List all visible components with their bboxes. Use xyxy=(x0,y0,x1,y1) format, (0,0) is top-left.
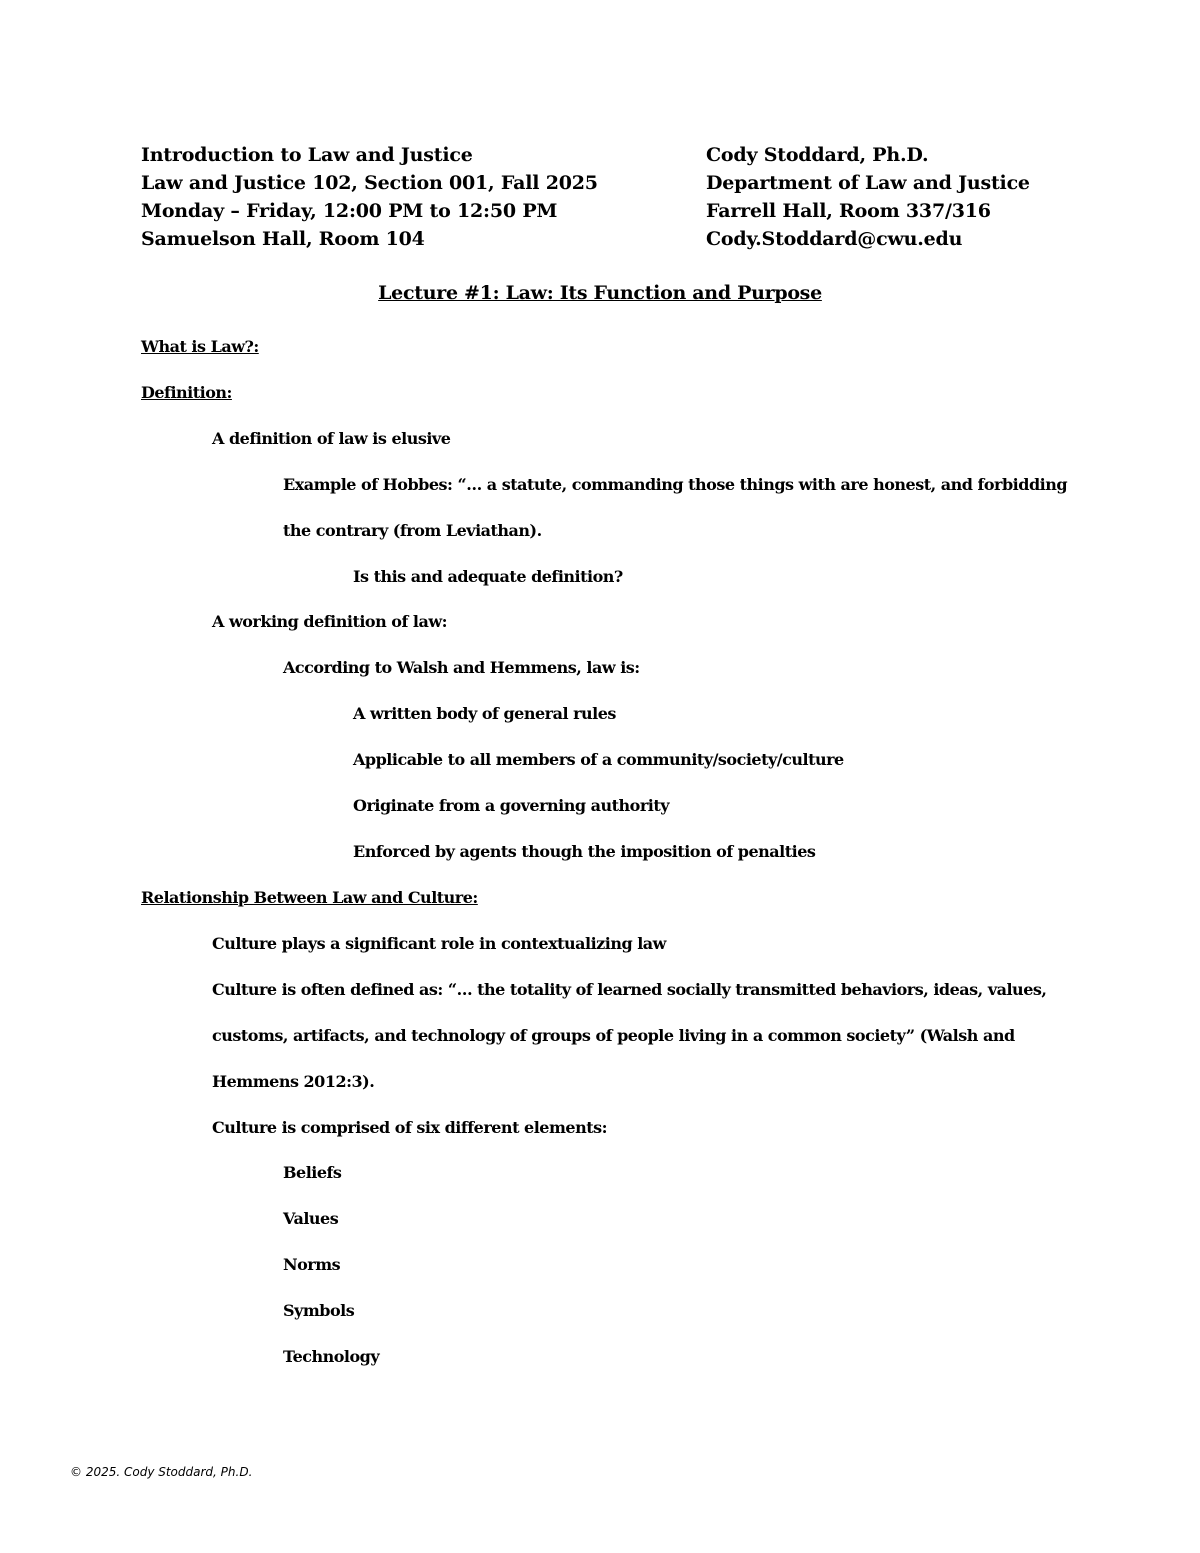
course-title: Introduction to Law and Justice xyxy=(141,144,473,166)
law-point: Originate from a governing authority xyxy=(353,796,670,815)
law-point: A written body of general rules xyxy=(353,704,616,723)
instructor-name: Cody Stoddard, Ph.D. xyxy=(706,144,929,166)
culture-element: Beliefs xyxy=(283,1163,342,1182)
culture-element: Values xyxy=(283,1209,339,1228)
definition-elusive: A definition of law is elusive xyxy=(212,429,451,448)
culture-role: Culture plays a significant role in contextualizing law xyxy=(212,934,666,953)
copyright-footer: © 2025. Cody Stoddard, Ph.D. xyxy=(70,1465,253,1479)
culture-definition-line-3: Hemmens 2012:3). xyxy=(212,1072,375,1091)
culture-element: Norms xyxy=(283,1255,341,1274)
culture-elements-intro: Culture is comprised of six different elements: xyxy=(212,1118,608,1137)
walsh-hemmens-intro: According to Walsh and Hemmens, law is: xyxy=(283,658,640,677)
heading-definition: Definition: xyxy=(141,383,232,402)
instructor-info xyxy=(706,141,1030,253)
culture-element: Symbols xyxy=(283,1301,355,1320)
lecture-title: Lecture #1: Law: Its Function and Purpose xyxy=(378,282,822,304)
heading-relationship-law-culture: Relationship Between Law and Culture: xyxy=(141,888,478,907)
adequate-definition-question: Is this and adequate definition? xyxy=(353,567,623,586)
culture-definition-line-2: customs, artifacts, and technology of groups of people living in a common society” (Walsh and xyxy=(212,1026,1015,1045)
working-definition: A working definition of law: xyxy=(212,612,448,631)
law-point: Enforced by agents though the imposition of penalties xyxy=(353,842,816,861)
course-location: Samuelson Hall, Room 104 xyxy=(141,228,425,250)
culture-element: Technology xyxy=(283,1347,380,1366)
course-info xyxy=(141,141,598,253)
course-schedule: Monday – Friday, 12:00 PM to 12:50 PM xyxy=(141,200,558,222)
heading-what-is-law: What is Law?: xyxy=(141,337,259,356)
course-section: Law and Justice 102, Section 001, Fall 2025 xyxy=(141,172,598,194)
law-point: Applicable to all members of a community/society/culture xyxy=(353,750,844,769)
culture-definition-line-1: Culture is often defined as: “… the totality of learned socially transmitted behaviors, ideas, values, xyxy=(212,980,1047,999)
instructor-department: Department of Law and Justice xyxy=(706,172,1030,194)
instructor-office: Farrell Hall, Room 337/316 xyxy=(706,200,991,222)
hobbes-quote-line-2: the contrary (from Leviathan). xyxy=(283,521,542,540)
hobbes-quote-line-1: Example of Hobbes: “… a statute, commanding those things with are honest, and forbidding xyxy=(283,475,1068,494)
instructor-email: Cody.Stoddard@cwu.edu xyxy=(706,228,963,250)
